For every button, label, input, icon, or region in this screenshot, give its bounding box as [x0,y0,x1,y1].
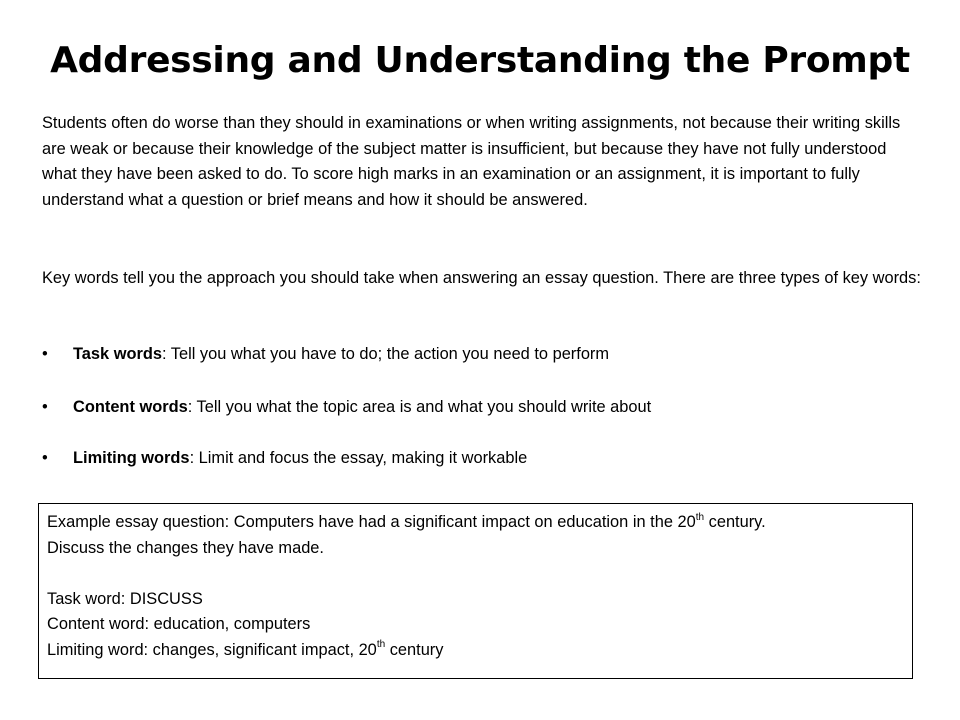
bullet-description: : Limit and focus the essay, making it workable [189,449,528,467]
example-box [38,503,913,679]
spacer [47,561,904,587]
example-limiting-end: century [385,640,444,659]
example-question-line1 [47,510,904,536]
bullet-description: : Tell you what you have to do; the action you need to perform [161,345,610,363]
example-limiting-text: Limiting word: changes, significant impact, 20 [47,640,377,659]
bullet-text [73,446,527,472]
slide-title: Addressing and Understanding the Prompt [50,40,910,81]
intro-paragraph: Students often do worse than they should in examinations or when writing assignments, not because their writing skills are weak or because their knowledge of the subject matter is insufficient, but because they have not fully understood what they have been asked to do. To score high marks in an examination or an assignment, it is important to fully understand what a question or brief means and how it should be answered. [42,114,901,209]
bullet-dot: • [42,398,48,416]
bullet-term: Content words [73,398,188,416]
bullet-dot: • [42,449,48,467]
superscript-th: th [376,639,386,651]
example-question-end: century. [704,513,766,531]
bullet-description: : Tell you what the topic area is and what you should write about [187,398,652,416]
example-limiting-word [47,638,904,664]
bullet-term: Limiting words [73,449,190,467]
superscript-th: th [695,511,705,523]
bullet-text [73,342,609,368]
example-content-word: Content word: education, computers [47,615,311,633]
example-task-word: Task word: DISCUSS [47,589,203,608]
key-words-paragraph: Key words tell you the approach you should take when answering an essay question. There are three types of key words: [42,269,921,287]
bullet-dot: • [42,345,48,363]
example-question-line2: Discuss the changes they have made. [47,538,324,557]
bullet-term: Task words [73,345,162,363]
bullet-text [73,395,651,421]
example-question-text: Example essay question: Computers have had a significant impact on education in the 20 [47,513,696,531]
